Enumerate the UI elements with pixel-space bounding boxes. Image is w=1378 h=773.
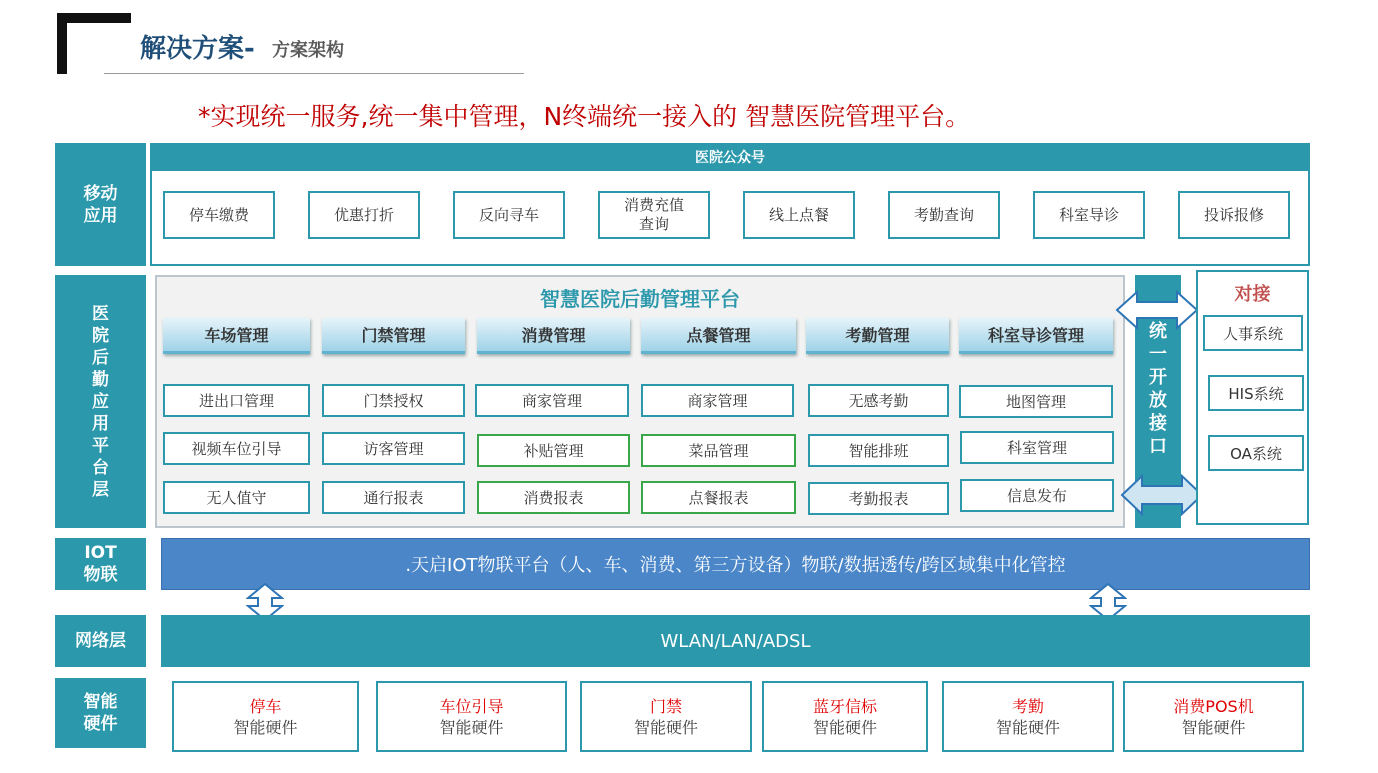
mobile-app-item: 消费充值 查询: [598, 191, 710, 239]
title-underline: [104, 73, 524, 74]
hardware-item-parking: [172, 681, 359, 752]
title-bracket-inner: [67, 23, 131, 74]
layer-label-network: 网络层: [55, 615, 146, 667]
mobile-app-item: 停车缴费: [163, 191, 275, 239]
platform-title: 智慧医院后勤管理平台: [540, 287, 740, 311]
module-item: 视频车位引导: [163, 432, 310, 465]
hardware-item-parking-guide: [376, 681, 567, 752]
external-system-item: 人事系统: [1203, 315, 1303, 351]
layer-label-hardware: 智能 硬件: [55, 678, 146, 748]
hardware-type: 智能硬件: [995, 717, 1060, 737]
module-item: 补贴管理: [477, 434, 630, 467]
module-item: 科室管理: [960, 431, 1114, 464]
module-item: 消费报表: [477, 481, 630, 514]
module-header-consumption: 消费管理: [477, 318, 630, 354]
hardware-item-pos: [1123, 681, 1304, 752]
hardware-name: 停车: [249, 696, 282, 716]
module-item: 智能排班: [808, 434, 949, 467]
module-item: 通行报表: [322, 481, 465, 514]
module-item: 地图管理: [959, 385, 1113, 418]
open-interface-label: 统 一 开 放 接 口: [1149, 321, 1167, 457]
mobile-app-item: 考勤查询: [888, 191, 1000, 239]
slogan: *实现统一服务,统一集中管理，N终端统一接入的 智慧医院管理平台。: [198, 102, 971, 131]
module-item: 访客管理: [322, 432, 465, 465]
hardware-type: 智能硬件: [233, 717, 298, 737]
hardware-type: 智能硬件: [812, 717, 877, 737]
module-header-ordering: 点餐管理: [641, 318, 796, 354]
wechat-official-account-bar: 医院公众号: [150, 143, 1310, 171]
module-item: 点餐报表: [641, 481, 796, 514]
module-header-attendance: 考勤管理: [806, 318, 949, 354]
hardware-item-access-control: [580, 681, 752, 752]
layer-label-mobile: 移动 应用: [55, 143, 146, 266]
mobile-app-item: 线上点餐: [743, 191, 855, 239]
external-systems-title: 对接: [1234, 284, 1271, 305]
external-system-item: OA系统: [1208, 435, 1304, 471]
module-item: 菜品管理: [641, 434, 796, 467]
page-title: 解决方案-: [140, 34, 255, 64]
hardware-type: 智能硬件: [633, 717, 698, 737]
module-item: 商家管理: [475, 384, 629, 417]
hardware-type: 智能硬件: [1181, 717, 1246, 737]
double-arrow-icon: [1115, 290, 1199, 330]
hardware-item-attendance: [942, 681, 1114, 752]
page-subtitle: 方案架构: [272, 40, 344, 61]
network-layer-bar: WLAN/LAN/ADSL: [161, 615, 1310, 667]
mobile-app-item: 科室导诊: [1033, 191, 1145, 239]
hardware-name: 蓝牙信标: [812, 696, 877, 716]
hardware-name: 消费POS机: [1173, 696, 1254, 716]
mobile-app-item: 投诉报修: [1178, 191, 1290, 239]
module-item: 无人值守: [163, 481, 310, 514]
external-system-item: HIS系统: [1208, 375, 1304, 411]
module-item: 无感考勤: [808, 384, 949, 417]
hardware-type: 智能硬件: [439, 717, 504, 737]
layer-label-platform: 医 院 后 勤 应 用 平 台 层: [55, 275, 146, 528]
module-item: 门禁授权: [322, 384, 465, 417]
hardware-name: 门禁: [649, 696, 682, 716]
layer-label-iot: IOT 物联: [55, 538, 146, 590]
module-header-department-guide: 科室导诊管理: [959, 318, 1113, 354]
mobile-app-item: 反向寻车: [453, 191, 565, 239]
iot-platform-bar: .天启IOT物联平台（人、车、消费、第三方设备）物联/数据透传/跨区域集中化管控: [161, 538, 1310, 590]
module-item: 进出口管理: [163, 384, 310, 417]
module-item: 信息发布: [960, 479, 1114, 512]
module-item: 商家管理: [641, 384, 794, 417]
hardware-item-bluetooth-beacon: [762, 681, 928, 752]
hardware-name: 车位引导: [439, 696, 504, 716]
module-header-access-control: 门禁管理: [322, 318, 465, 354]
module-item: 考勤报表: [808, 482, 949, 515]
module-header-parking: 车场管理: [163, 318, 310, 354]
hardware-name: 考勤: [1011, 696, 1044, 716]
double-arrow-icon: [1120, 474, 1204, 516]
mobile-app-item: 优惠打折: [308, 191, 420, 239]
